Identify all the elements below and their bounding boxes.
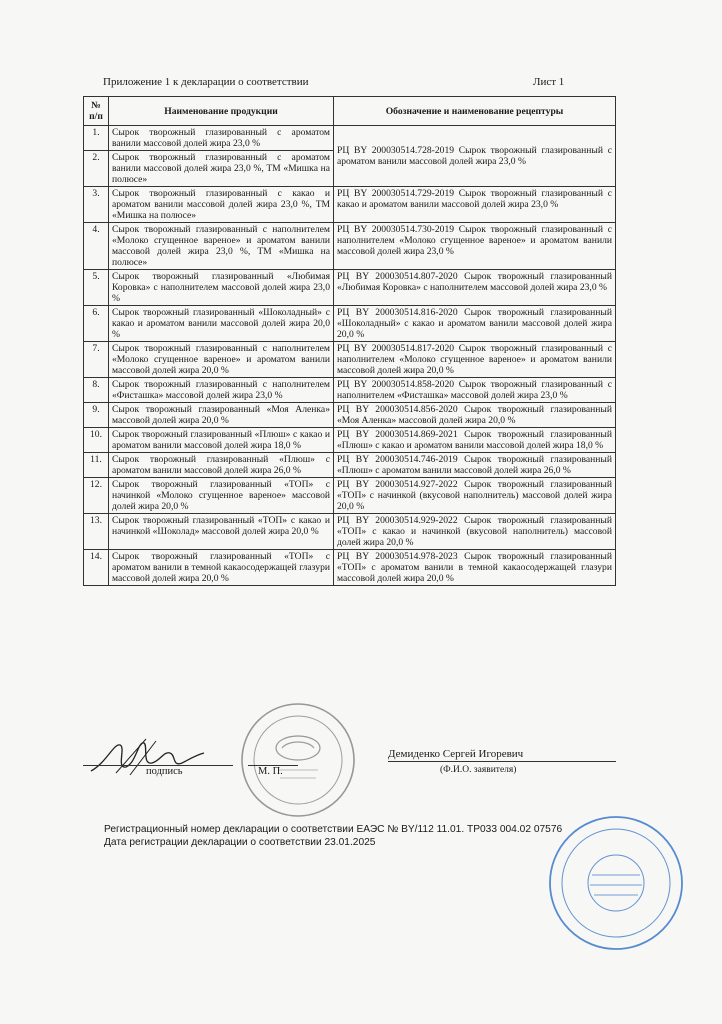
row-number: 2. bbox=[84, 151, 109, 187]
recipe-name: РЦ BY 200030514.978-2023 Сырок творожный глазированный «ТОП» с ароматом ванили в темной какаосодержащей глазури массовой долей жира 20,0 % bbox=[334, 550, 616, 586]
row-number: 14. bbox=[84, 550, 109, 586]
product-name: Сырок творожный глазированный «Плюш» с какао и ароматом ванили массовой долей жира 18,0 % bbox=[109, 428, 334, 453]
row-number: 11. bbox=[84, 453, 109, 478]
product-name: Сырок творожный глазированный «ТОП» с какао и начинкой «Шоколад» массовой долей жира 20,0 % bbox=[109, 514, 334, 550]
table-row bbox=[84, 550, 616, 586]
table-row bbox=[84, 342, 616, 378]
column-header-number: № п/п bbox=[84, 97, 109, 126]
applicant-name-line bbox=[388, 761, 616, 762]
table-row bbox=[84, 453, 616, 478]
table-row bbox=[84, 403, 616, 428]
seal-label: М. П. bbox=[258, 766, 283, 777]
product-name: Сырок творожный глазированный с ароматом ванили массовой долей жира 23,0 %, ТМ «Мишка на полюсе» bbox=[109, 151, 334, 187]
company-seal-gray bbox=[238, 700, 358, 820]
product-name: Сырок творожный глазированный с наполнителем «Молоко сгущенное вареное» и ароматом ванили массовой долей жира 20,0 % bbox=[109, 342, 334, 378]
recipe-name: РЦ BY 200030514.729-2019 Сырок творожный глазированный с какао и ароматом ванили массовой долей жира 23,0 % bbox=[334, 187, 616, 223]
table-row bbox=[84, 378, 616, 403]
product-name: Сырок творожный глазированный «ТОП» с ароматом ванили в темной какаосодержащей глазури массовой долей жира 20,0 % bbox=[109, 550, 334, 586]
product-name: Сырок творожный глазированный с наполнителем «Молоко сгущенное вареное» и ароматом ванили массовой долей жира 23,0 %, ТМ «Мишка на полюсе» bbox=[109, 223, 334, 270]
recipe-name: РЦ BY 200030514.929-2022 Сырок творожный глазированный «ТОП» с какао и начинкой (вкусовой наполнитель) массовой долей жира 20,0 % bbox=[334, 514, 616, 550]
row-number: 12. bbox=[84, 478, 109, 514]
row-number: 10. bbox=[84, 428, 109, 453]
recipe-name: РЦ BY 200030514.807-2020 Сырок творожный глазированный «Любимая Коровка» с наполнителем массовой долей жира 23,0 % bbox=[334, 270, 616, 306]
signature-label: подпись bbox=[146, 766, 183, 777]
row-number: 3. bbox=[84, 187, 109, 223]
product-name: Сырок творожный глазированный «Любимая Коровка» с наполнителем массовой долей жира 23,0 % bbox=[109, 270, 334, 306]
row-number: 13. bbox=[84, 514, 109, 550]
table-row bbox=[84, 126, 616, 151]
table-row bbox=[84, 428, 616, 453]
row-number: 9. bbox=[84, 403, 109, 428]
column-header-recipe: Обозначение и наименование рецептуры bbox=[334, 97, 616, 126]
recipe-name: РЦ BY 200030514.858-2020 Сырок творожный глазированный с наполнителем «Фисташка» массовой долей жира 23,0 % bbox=[334, 378, 616, 403]
row-number: 8. bbox=[84, 378, 109, 403]
appendix-title: Приложение 1 к декларации о соответствии bbox=[103, 76, 309, 88]
table-header-row bbox=[84, 97, 616, 126]
recipe-name: РЦ BY 200030514.730-2019 Сырок творожный глазированный с наполнителем «Молоко сгущенное вареное» и ароматом ванили массовой долей жира 23,0 % bbox=[334, 223, 616, 270]
recipe-name: РЦ BY 200030514.728-2019 Сырок творожный глазированный с ароматом ванили массовой долей жира 23,0 % bbox=[334, 126, 616, 187]
column-header-product: Наименование продукции bbox=[109, 97, 334, 126]
sheet-number: Лист 1 bbox=[533, 76, 565, 88]
table-row bbox=[84, 223, 616, 270]
table-row bbox=[84, 306, 616, 342]
product-name: Сырок творожный глазированный «Плюш» с ароматом ванили массовой долей жира 26,0 % bbox=[109, 453, 334, 478]
registration-date: Дата регистрации декларации о соответствии 23.01.2025 bbox=[104, 837, 376, 848]
products-table bbox=[83, 96, 616, 586]
table-row bbox=[84, 478, 616, 514]
recipe-name: РЦ BY 200030514.817-2020 Сырок творожный глазированный с наполнителем «Молоко сгущенное вареное» и ароматом ванили массовой долей жира 20,0 % bbox=[334, 342, 616, 378]
table-row bbox=[84, 270, 616, 306]
row-number: 7. bbox=[84, 342, 109, 378]
table-row bbox=[84, 514, 616, 550]
row-number: 4. bbox=[84, 223, 109, 270]
product-name: Сырок творожный глазированный «ТОП» с начинкой «Молоко сгущенное вареное» массовой долей жира 20,0 % bbox=[109, 478, 334, 514]
row-number: 5. bbox=[84, 270, 109, 306]
product-name: Сырок творожный глазированный с наполнителем «Фисташка» массовой долей жира 23,0 % bbox=[109, 378, 334, 403]
recipe-name: РЦ BY 200030514.869-2021 Сырок творожный глазированный «Плюш» с какао и ароматом ванили массовой долей жира 18,0 % bbox=[334, 428, 616, 453]
applicant-name: Демиденко Сергей Игоревич bbox=[388, 748, 524, 760]
registration-number: Регистрационный номер декларации о соответствии ЕАЭС № BY/112 11.01. ТР033 004.02 07576 bbox=[104, 824, 563, 835]
product-name: Сырок творожный глазированный «Моя Аленка» массовой долей жира 20,0 % bbox=[109, 403, 334, 428]
recipe-name: РЦ BY 200030514.927-2022 Сырок творожный глазированный «ТОП» с начинкой (вкусовой наполнитель) массовой долей жира 20,0 % bbox=[334, 478, 616, 514]
product-name: Сырок творожный глазированный с ароматом ванили массовой долей жира 23,0 % bbox=[109, 126, 334, 151]
table-row bbox=[84, 187, 616, 223]
product-name: Сырок творожный глазированный с какао и ароматом ванили массовой долей жира 23,0 %, ТМ «Мишка на полюсе» bbox=[109, 187, 334, 223]
product-name: Сырок творожный глазированный «Шоколадный» с какао и ароматом ванили массовой долей жира 20,0 % bbox=[109, 306, 334, 342]
applicant-name-hint: (Ф.И.О. заявителя) bbox=[440, 765, 517, 775]
recipe-name: РЦ BY 200030514.856-2020 Сырок творожный глазированный «Моя Аленка» массовой долей жира 20,0 % bbox=[334, 403, 616, 428]
row-number: 6. bbox=[84, 306, 109, 342]
recipe-name: РЦ BY 200030514.746-2019 Сырок творожный глазированный «Плюш» с ароматом ванили массовой долей жира 26,0 % bbox=[334, 453, 616, 478]
recipe-name: РЦ BY 200030514.816-2020 Сырок творожный глазированный «Шоколадный» с какао и ароматом ванили массовой долей жира 20,0 % bbox=[334, 306, 616, 342]
row-number: 1. bbox=[84, 126, 109, 151]
company-seal-blue bbox=[546, 813, 686, 953]
